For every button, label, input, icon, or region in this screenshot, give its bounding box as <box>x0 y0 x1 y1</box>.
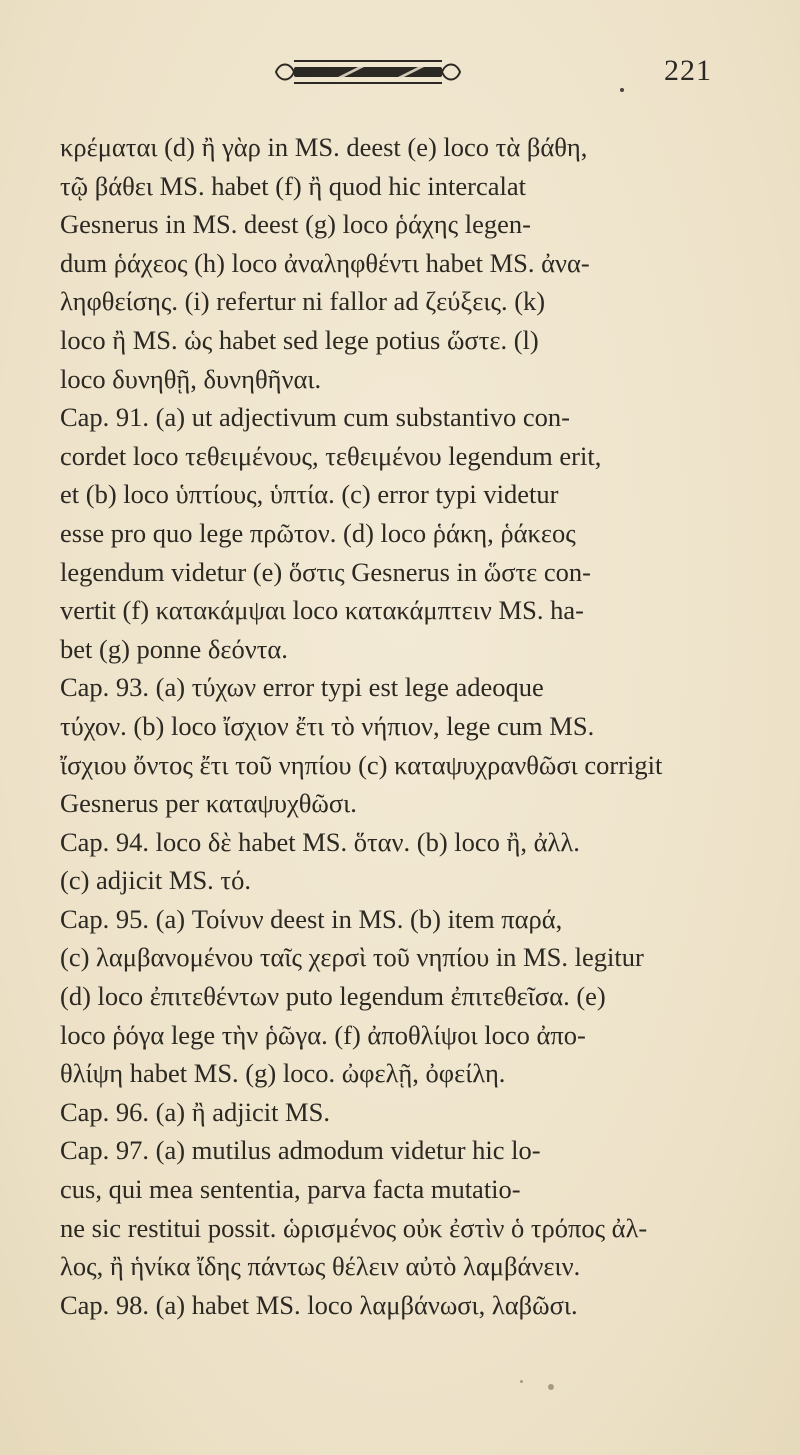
text-line: Gesnerus in MS. deest (g) loco ῥάχης legen- <box>60 209 531 240</box>
text-line: esse pro quo lege πρῶτον. (d) loco ῥάκη, ῥάκεος <box>60 517 576 548</box>
paper-speck <box>520 1380 523 1383</box>
text-line: τύχον. (b) loco ἴσχιον ἔτι τὸ νήπιον, lege cum MS. <box>60 710 595 741</box>
text-line: cus, qui mea sententia, parva facta mutatio- <box>60 1174 521 1205</box>
text-line: Cap. 93. (a) τύχων error typi est lege adeoque <box>60 672 544 703</box>
text-line: (c) λαμβανομένου ταῖς χερσὶ τοῦ νηπίου in MS. legitur <box>60 942 644 973</box>
text-line: Cap. 95. (a) Τοίνυν deest in MS. (b) item παρά, <box>60 903 563 934</box>
text-line: cordet loco τεθειμένους, τεθειμένου legendum erit, <box>60 440 602 471</box>
text-line: loco ῥόγα lege τὴν ῥῶγα. (f) ἀποθλίψοι loco ἀπο- <box>60 1019 586 1050</box>
text-line: et (b) loco ὑπτίους, ὑπτία. (c) error typi videtur <box>60 479 559 510</box>
text-line: Cap. 94. loco δὲ habet MS. ὅταν. (b) loco ἢ, ἀλλ. <box>60 826 580 857</box>
text-line: λος, ἢ ἡνίκα ἴδης πάντως θέλειν αὐτὸ λαμβάνειν. <box>60 1251 581 1282</box>
page-number: 221 <box>664 54 712 87</box>
text-line: (d) loco ἐπιτεθέντων puto legendum ἐπιτεθεῖσα. (e) <box>60 981 606 1012</box>
text-line: ἴσχιου ὄντος ἔτι τοῦ νηπίου (c) καταψυχρανθῶσι corrigit <box>60 749 663 780</box>
text-line: κρέμαται (d) ἢ γὰρ in MS. deest (e) loco τὰ βάθη, <box>60 132 588 162</box>
text-line: loco ἢ MS. ὡς habet sed lege potius ὥστε. (l) <box>60 324 539 355</box>
page-header <box>0 48 800 98</box>
text-line: vertit (f) κατακάμψαι loco κατακάμπτειν MS. ha- <box>60 595 584 626</box>
text-line: Cap. 97. (a) mutilus admodum videtur hic lo- <box>60 1135 541 1166</box>
ink-speck <box>620 88 624 92</box>
text-line: legendum videtur (e) ὅστις Gesnerus in ὥστε con- <box>60 556 591 587</box>
printer-ornament-icon <box>268 56 468 88</box>
annotations-text <box>60 128 750 1324</box>
text-line: Cap. 91. (a) ut adjectivum cum substantivo con- <box>60 402 571 433</box>
paper-speck <box>548 1384 554 1390</box>
text-line: dum ῥάχεος (h) loco ἀναληφθέντι habet MS. ἀνα- <box>60 247 590 278</box>
text-line: Cap. 96. (a) ἢ adjicit MS. <box>60 1096 330 1127</box>
text-line: Cap. 98. (a) habet MS. loco λαμβάνωσι, λαβῶσι. <box>60 1289 578 1320</box>
text-line: ληφθείσης. (i) refertur ni fallor ad ζεύξεις. (k) <box>60 286 546 317</box>
text-line: (c) adjicit MS. τό. <box>60 865 251 896</box>
text-line: ne sic restitui possit. ὡρισμένος οὐκ ἐστὶν ὁ τρόπος ἀλ- <box>60 1212 648 1243</box>
text-line: loco δυνηθῇ, δυνηθῆναι. <box>60 363 322 394</box>
text-line: θλίψη habet MS. (g) loco. ὠφελῇ, ὀφείλη. <box>60 1058 506 1089</box>
text-line: Gesnerus per καταψυχθῶσι. <box>60 788 357 819</box>
text-line: τῷ βάθει MS. habet (f) ἢ quod hic intercalat <box>60 170 527 201</box>
text-line: bet (g) ponne δεόντα. <box>60 633 288 664</box>
